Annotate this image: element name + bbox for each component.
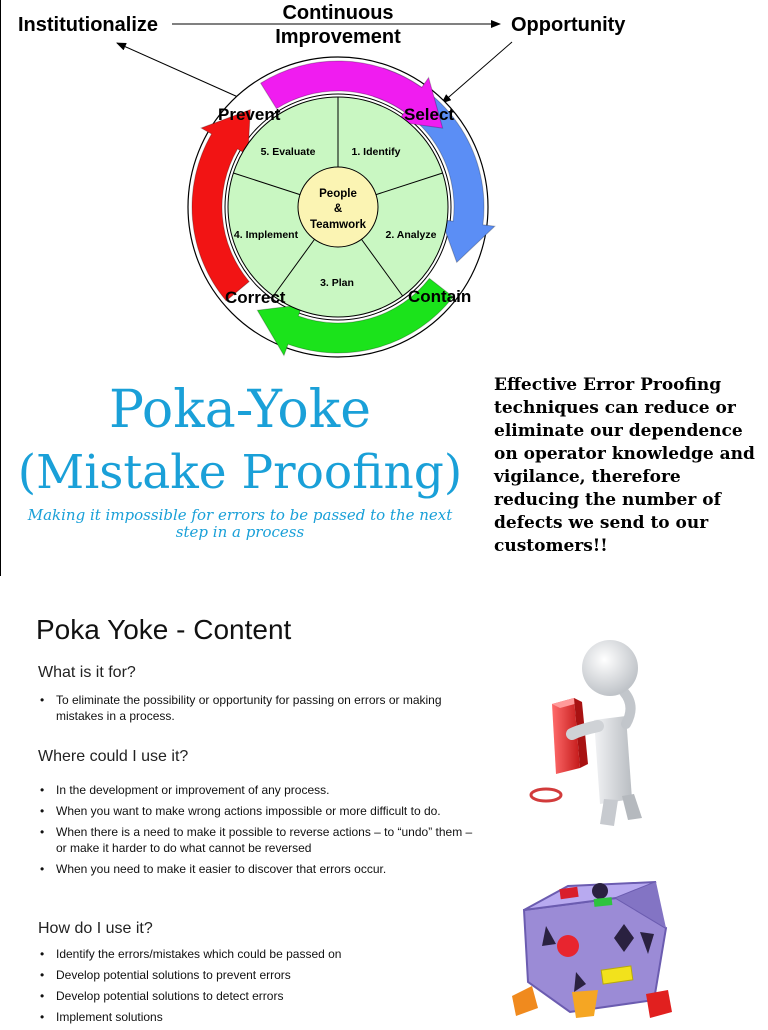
orange-block [512,986,538,1016]
list-item: • When you need to make it easier to discover that errors occur. [38,861,478,877]
opportunity-label: Opportunity [511,14,626,36]
list-item: • In the development or improvement of any process. [38,782,478,798]
heading-where-could-i-use-it: Where could I use it? [38,748,189,765]
list-item: • To eliminate the possibility or opportunity for passing on errors or making mistakes in a process. [38,692,478,724]
shape-sorter-image [506,872,686,1024]
effective-error-proofing-text: Effective Error Proofing techniques can reduce or eliminate our dependence on operator knowledge and vigilance, therefore reducing the number of defects we send to our customers!! [494,375,755,556]
label-contain: Contain [408,287,472,306]
institutionalize-label: Institutionalize [18,14,158,36]
step-analyze: 2. Analyze [385,229,437,241]
step-identify: 1. Identify [351,146,401,158]
figure-pushing-block-image [494,634,704,834]
cycle-diagram [0,0,768,370]
where-could-i-use-it-list [38,782,478,882]
institutionalize-arrow [117,43,238,97]
hub-line-people: People [319,188,357,200]
slide-poka-yoke-content [0,576,768,1024]
content-title: Poka Yoke - Content [36,614,292,645]
orange-cylinder [572,990,598,1018]
figure-arm-raised [624,692,631,724]
how-do-i-use-it-list [38,946,478,1030]
list-item: • When there is a need to make it possible to reverse actions – to “undo” them – or make it harder to do what cannot be reversed [38,824,478,856]
red-circle-shape [557,935,579,957]
mistake-proofing-title: (Mistake Proofing) [17,445,463,500]
step-plan: 3. Plan [320,277,354,289]
hub-line-teamwork: Teamwork [309,219,367,231]
circle-hole [592,883,608,899]
list-item: • Develop potential solutions to prevent errors [38,967,478,983]
poka-yoke-subtitle: Making it impossible for errors to be passed to the next step in a process [27,506,453,541]
label-prevent: Prevent [218,105,281,124]
figure-leg-right [622,794,642,820]
step-evaluate: 5. Evaluate [260,146,316,158]
label-select: Select [404,105,455,124]
list-item: • When you want to make wrong actions impossible or more difficult to do. [38,803,478,819]
heading-what-is-it-for: What is it for? [38,664,136,681]
red-ring-shape [531,789,561,801]
figure-arm [572,726,598,734]
red-cube-block [646,990,672,1018]
list-item: • Implement solutions [38,1009,478,1025]
continuous-improvement-label: Continuous Improvement [275,2,401,48]
list-item: • Identify the errors/mistakes which could be passed on [38,946,478,962]
label-correct: Correct [225,288,286,307]
step-implement: 4. Implement [233,229,299,241]
what-is-it-for-list [38,692,478,729]
poka-yoke-title: Poka-Yoke [109,380,371,440]
heading-how-do-i-use-it: How do I use it? [38,920,153,937]
hub-line-and: & [333,203,343,215]
opportunity-arrow [442,42,512,103]
list-item: • Develop potential solutions to detect errors [38,988,478,1004]
figure-head [582,640,638,696]
